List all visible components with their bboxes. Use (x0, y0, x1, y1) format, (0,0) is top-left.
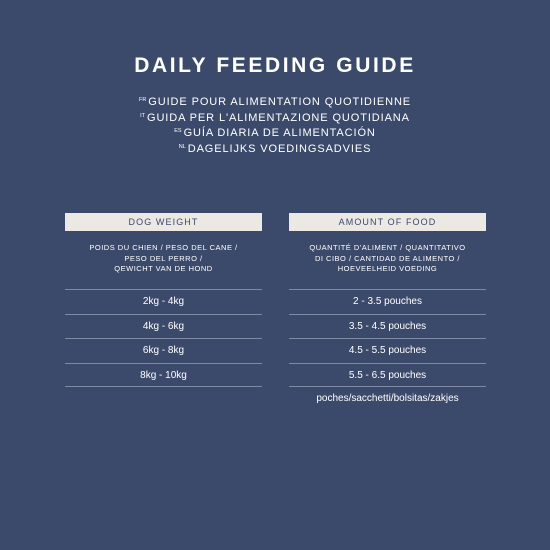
subtitle-es: $^{ES}$ GUÍA DIARIA DE ALIMENTACIÓN (174, 127, 376, 139)
subtitle-nl: $^{NL}$ DAGELIJKS VOEDINGSADVIES (178, 142, 372, 155)
translation-line: DI CIBO / CANTIDAD DE ALIMENTO / (314, 253, 461, 263)
food-row: 5.5 - 6.5 pouches (289, 363, 486, 388)
subtitle-it: $^{IT}$ GUIDA PER L'ALIMENTAZIONE QUOTIDIANA (140, 111, 410, 124)
dog-weight-column (65, 213, 262, 387)
food-row: 4.5 - 5.5 pouches (289, 338, 486, 363)
food-row: 3.5 - 4.5 pouches (289, 314, 486, 339)
dog-weight-header: DOG WEIGHT (65, 213, 262, 231)
translated-subtitles (0, 94, 550, 156)
weight-row: 2kg - 4kg (65, 289, 262, 314)
translation-line: HOEVEELHEID VOEDING (337, 264, 438, 273)
amount-of-food-column (289, 213, 486, 404)
weight-row: 6kg - 8kg (65, 338, 262, 363)
translation-line: PESO DEL PERRO / (124, 253, 203, 263)
translation-line: POIDS DU CHIEN / PESO DEL CANE / (89, 243, 238, 252)
food-row: 2 - 3.5 pouches (289, 289, 486, 314)
weight-row: 8kg - 10kg (65, 363, 262, 388)
pouches-translation-note: poches/sacchetti/bolsitas/zakjes (316, 393, 459, 404)
weight-row: 4kg - 6kg (65, 314, 262, 339)
page-title: DAILY FEEDING GUIDE (134, 54, 416, 77)
translation-line: QEWICHT VAN DE HOND (114, 264, 213, 273)
subtitle-fr: $^{FR}$ GUIDE POUR ALIMENTATION QUOTIDIENNE (138, 96, 412, 108)
amount-of-food-header: AMOUNT OF FOOD (289, 213, 486, 231)
translation-line: QUANTITÉ D'ALIMENT / QUANTITATIVO (309, 243, 466, 252)
amount-of-food-translations (289, 231, 486, 289)
dog-weight-translations (65, 231, 262, 289)
